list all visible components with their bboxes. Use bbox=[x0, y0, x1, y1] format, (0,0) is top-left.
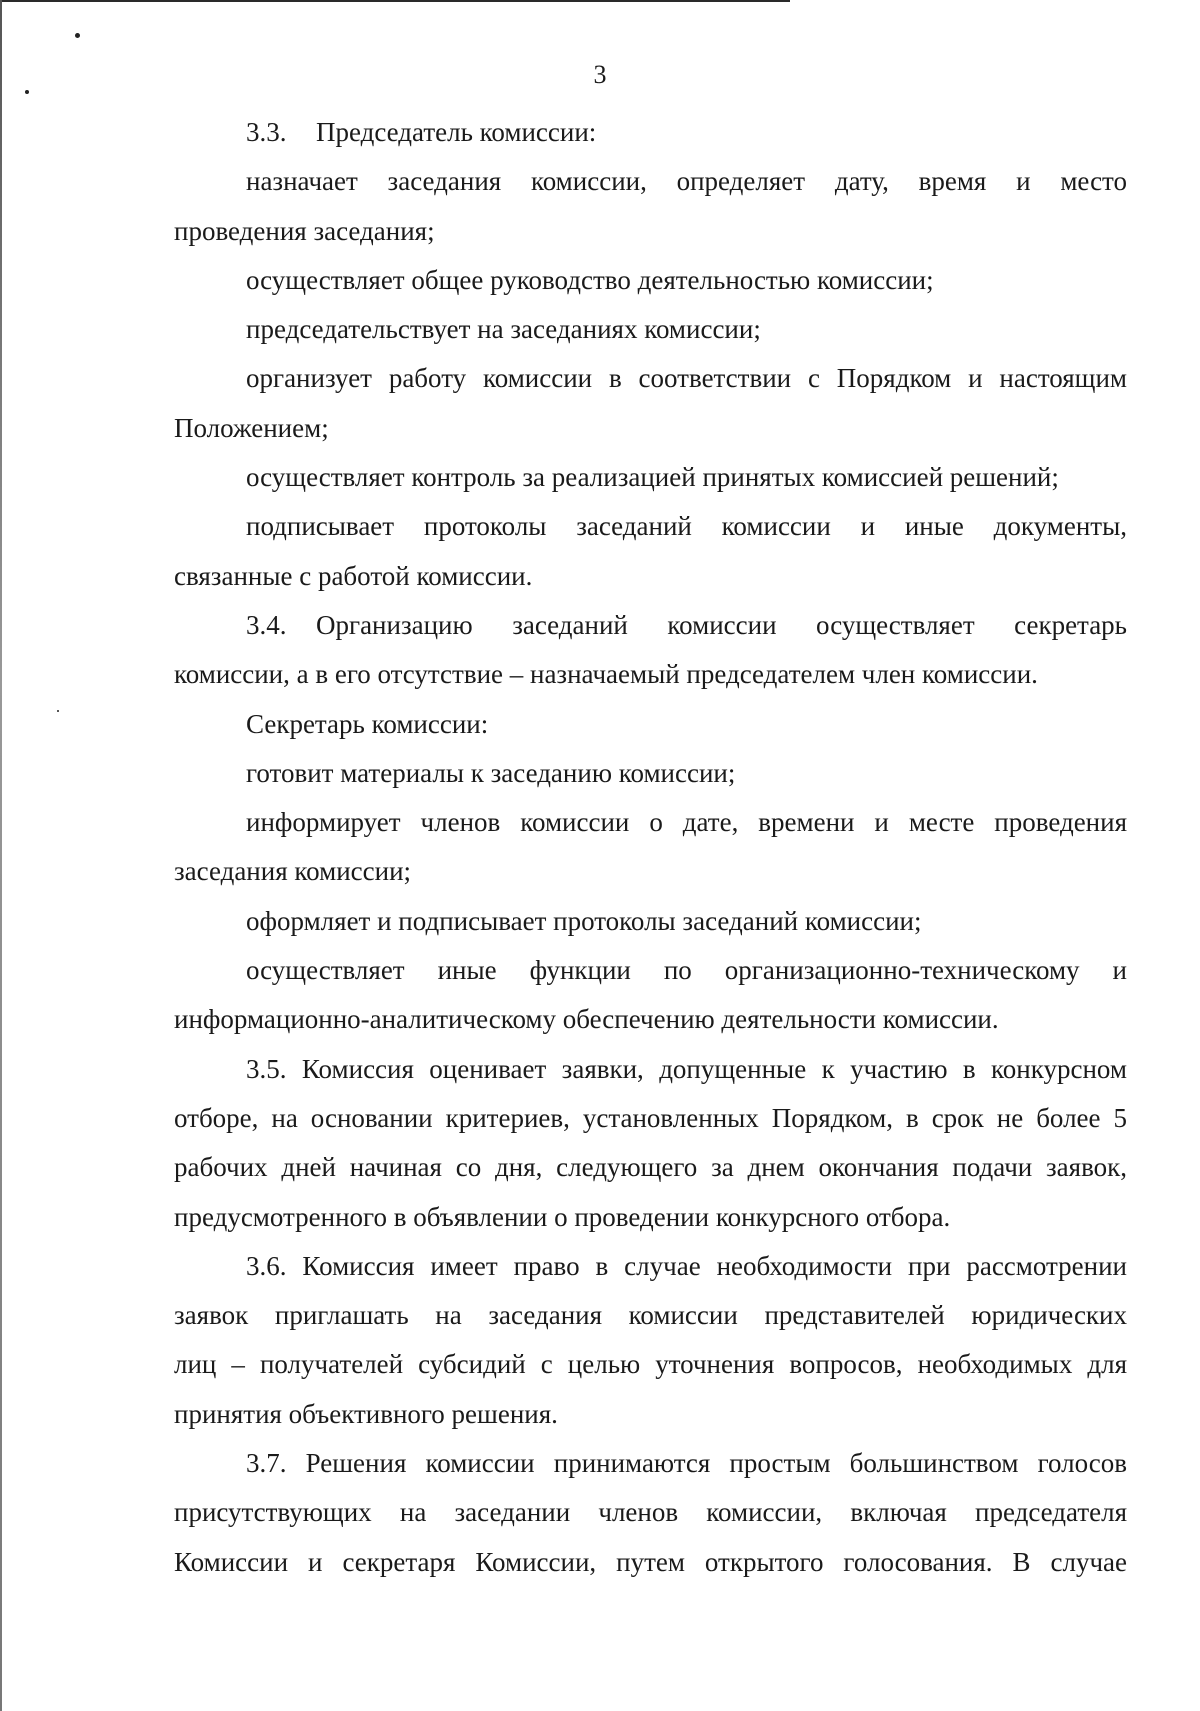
scan-speck bbox=[57, 710, 59, 712]
text-line: председательствует на заседаниях комиссии; bbox=[246, 314, 761, 345]
scan-left-edge bbox=[0, 0, 2, 1711]
section-number: 3.4. bbox=[246, 609, 287, 640]
text-line: подписывает протоколы заседаний комиссии и иные документы, bbox=[246, 511, 1127, 542]
text-line: отборе, на основании критериев, установленных Порядком, в срок не более 5 bbox=[174, 1102, 1127, 1133]
text-line: связанные с работой комиссии. bbox=[174, 560, 533, 591]
text-line: предусмотренного в объявлении о проведении конкурсного отбора. bbox=[174, 1201, 951, 1232]
scan-speck bbox=[25, 90, 29, 94]
text-line: осуществляет контроль за реализацией принятых комиссией решений; bbox=[246, 462, 1059, 493]
text-line: назначает заседания комиссии, определяет дату, время и место bbox=[246, 166, 1127, 197]
text-line: осуществляет иные функции по организационно-техническому и bbox=[246, 955, 1127, 986]
page-number: 3 bbox=[593, 60, 607, 89]
text-line: проведения заседания; bbox=[174, 215, 435, 246]
text-line: информационно-аналитическому обеспечению деятельности комиссии. bbox=[174, 1004, 999, 1035]
section-3-4-heading bbox=[174, 601, 1127, 650]
text-line: комиссии, а в его отсутствие – назначаемый председателем член комиссии. bbox=[174, 659, 1038, 690]
section-heading-text: Председатель комиссии: bbox=[316, 117, 597, 147]
text-line: лиц – получателей субсидий с целью уточнения вопросов, необходимых для bbox=[174, 1349, 1127, 1380]
text-line: организует работу комиссии в соответствии с Порядком и настоящим bbox=[246, 363, 1127, 394]
text-line: информирует членов комиссии о дате, времени и месте проведения bbox=[246, 807, 1127, 838]
text-line: 3.6. Комиссия имеет право в случае необходимости при рассмотрении bbox=[246, 1250, 1127, 1281]
text-line: осуществляет общее руководство деятельностью комиссии; bbox=[246, 264, 934, 295]
scan-top-border bbox=[0, 0, 790, 2]
section-3-3-heading bbox=[174, 108, 1127, 157]
text-line: Секретарь комиссии: bbox=[246, 708, 489, 739]
scan-speck bbox=[75, 33, 80, 38]
section-heading-text: Организацию заседаний комиссии осуществляет секретарь bbox=[316, 609, 1127, 640]
text-line: принятия объективного решения. bbox=[174, 1398, 558, 1429]
text-line: Комиссии и секретаря Комиссии, путем открытого голосования. В случае bbox=[174, 1546, 1127, 1577]
text-line: Положением; bbox=[174, 412, 329, 443]
text-line: присутствующих на заседании членов комиссии, включая председателя bbox=[174, 1497, 1127, 1528]
document-body bbox=[174, 108, 1127, 1587]
text-line: 3.5. Комиссия оценивает заявки, допущенные к участию в конкурсном bbox=[246, 1053, 1127, 1084]
text-line: рабочих дней начиная со дня, следующего за днем окончания подачи заявок, bbox=[174, 1152, 1127, 1183]
text-line: готовит материалы к заседанию комиссии; bbox=[246, 757, 736, 788]
text-line: заявок приглашать на заседания комиссии представителей юридических bbox=[174, 1300, 1127, 1331]
text-line: 3.7. Решения комиссии принимаются простым большинством голосов bbox=[246, 1448, 1127, 1479]
text-line: заседания комиссии; bbox=[174, 856, 412, 887]
section-number: 3.3. bbox=[246, 117, 287, 147]
text-line: оформляет и подписывает протоколы заседаний комиссии; bbox=[246, 905, 922, 936]
